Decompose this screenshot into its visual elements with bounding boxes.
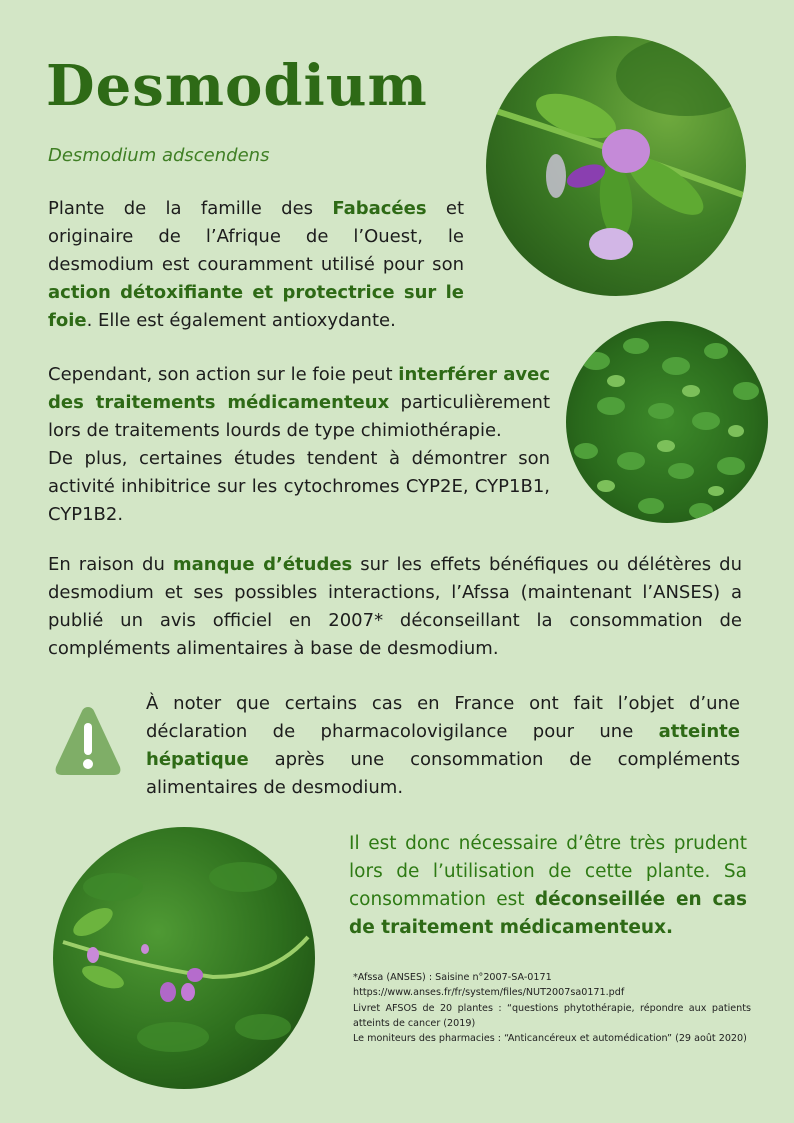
plant-photo (53, 827, 315, 1089)
warning-paragraph: À noter que certains cas en France ont fait l’objet d’une déclaration de pharmacolovigilance pour une atteinte hépatique après une consommation de compléments alimentaires de desmodium. (146, 693, 740, 798)
references (353, 970, 751, 1046)
reference-item: *Afssa (ANSES) : Saisine n°2007-SA-0171 (353, 972, 552, 983)
reference-item: Le moniteurs des pharmacies : “Anticancéreux et automédication” (29 août 2020) (353, 1033, 747, 1045)
page-title: Desmodium (46, 53, 428, 119)
reference-item: Livret AFSOS de 20 plantes : “questions phytothérapie, répondre aux patients atteints de cancer (2019) (353, 1002, 751, 1029)
leaves-photo (566, 321, 768, 523)
conclusion-paragraph: Il est donc nécessaire d’être très prudent lors de l’utilisation de cette plante. Sa consommation est déconseillée en cas de traitement médicamenteux. (349, 833, 747, 938)
intro-paragraph: Plante de la famille des Fabacées et originaire de l’Afrique de l’Ouest, le desmodium est couramment utilisé pour son action détoxifiante et protectrice sur le foie. Elle est également antioxydante. (48, 198, 464, 331)
scientific-name: Desmodium adscendens (48, 145, 270, 166)
interaction-paragraph: Cependant, son action sur le foie peut interférer avec des traitements médicamenteux particulièrement lors de traitements lourds de type chimiothérapie. De plus, certaines études tendent à démontrer son activité inhibitrice sur les cytochromes CYP2E, CYP1B1, CYP1B2. (48, 364, 551, 525)
flower-photo (486, 36, 746, 296)
warning-triangle-icon (53, 703, 123, 779)
reference-item: https://www.anses.fr/fr/system/files/NUT2007sa0171.pdf (353, 987, 625, 999)
regulation-paragraph: En raison du manque d’études sur les effets bénéfiques ou délétères du desmodium et ses possibles interactions, l’Afssa (maintenant l’ANSES) a publié un avis officiel en 2007* déconseillant la consommation de compléments alimentaires à base de desmodium. (48, 554, 743, 659)
